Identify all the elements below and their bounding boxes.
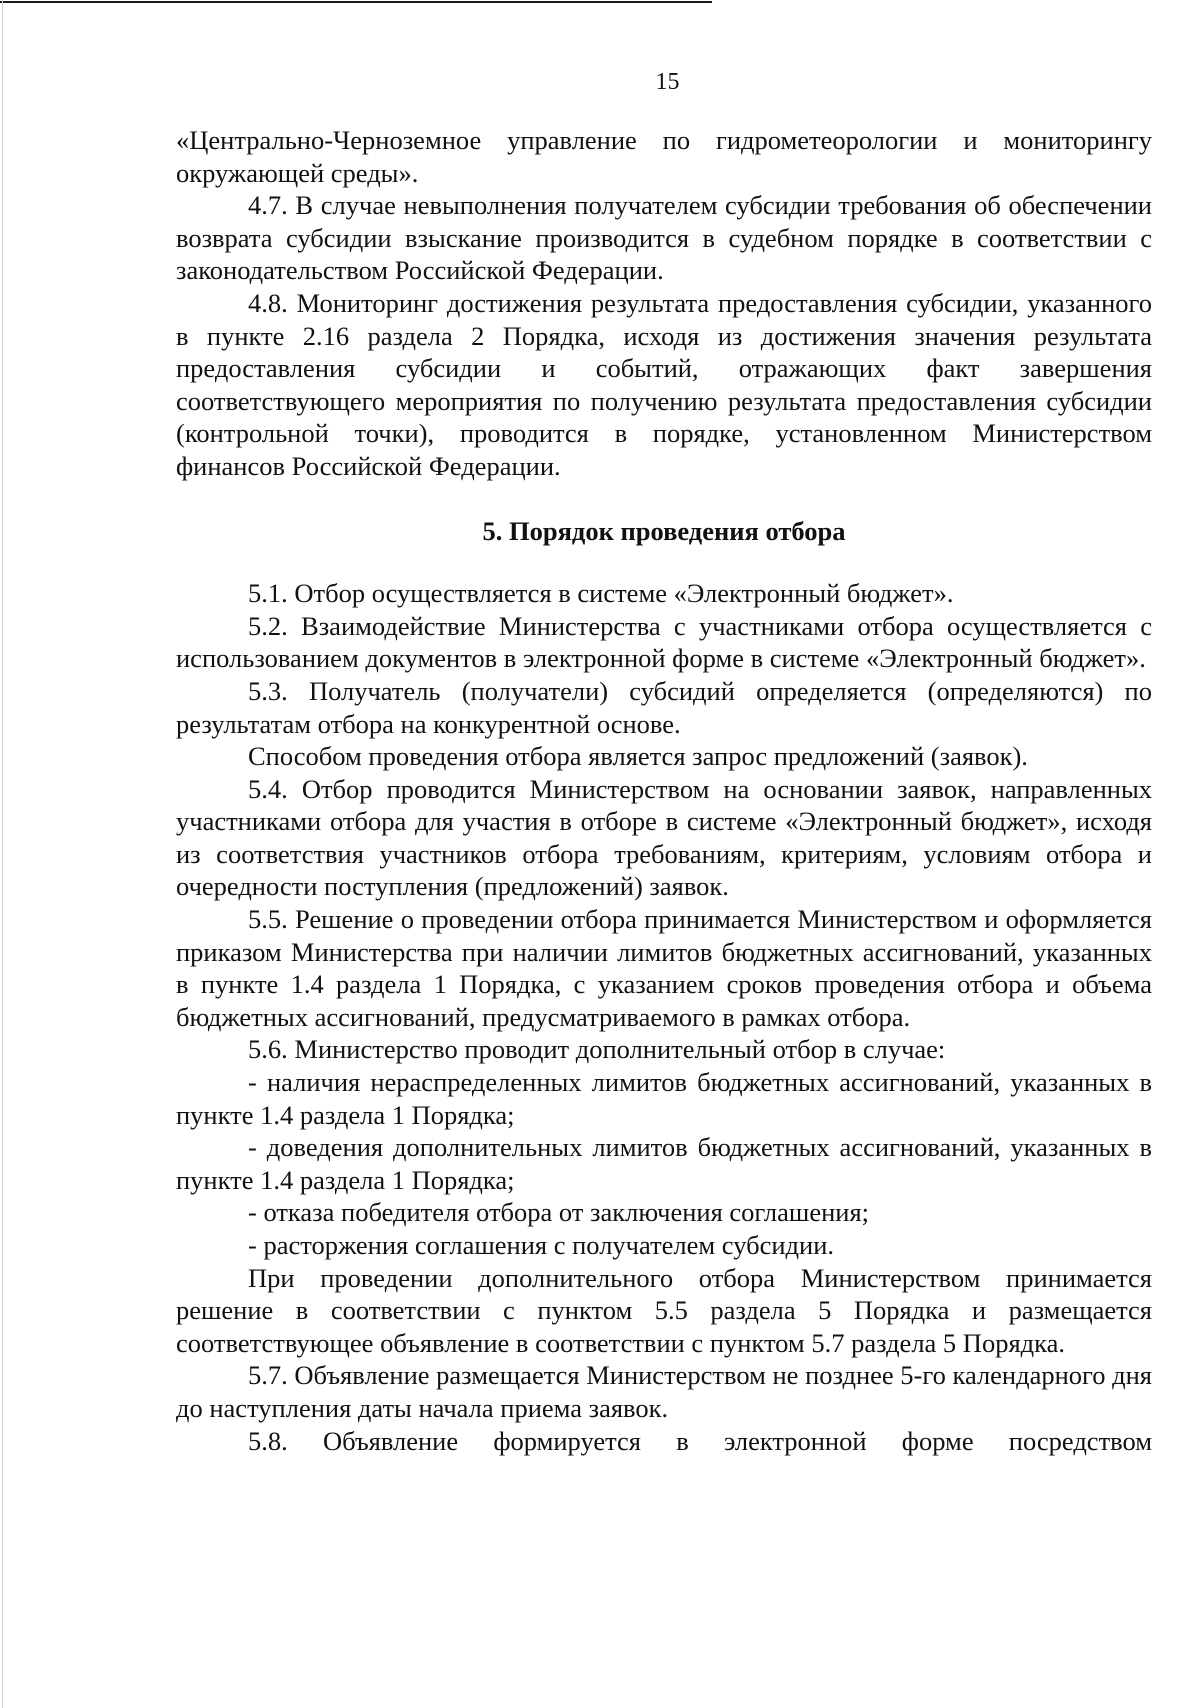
paragraph-5-4: 5.4. Отбор проводится Министерством на основании заявок, направленных участниками отбора для участия в отборе в системе «Электронный бюджет», исходя из соответствия участников отбора требованиям, критериям, условиям отбора и очередности поступления (предложений) заявок. [176, 773, 1152, 902]
document-body [176, 124, 1152, 1457]
page-number: 15 [655, 69, 680, 95]
section-heading: 5. Порядок проведения отбора [482, 515, 846, 546]
scan-edge-left [2, 0, 3, 1708]
paragraph-5-6: 5.6. Министерство проводит дополнительный отбор в случае: [248, 1034, 946, 1065]
paragraph-5-7: 5.7. Объявление размещается Министерством не позднее 5-го календарного дня до наступления даты начала приема заявок. [176, 1360, 1152, 1423]
list-item-agreement-termination: - расторжения соглашения с получателем субсидии. [248, 1230, 835, 1260]
list-item-winner-refusal: - отказа победителя отбора от заключения соглашения; [248, 1197, 869, 1228]
list-item-additional-limits: - доведения дополнительных лимитов бюджетных ассигнований, указанных в пункте 1.4 раздела 1 Порядка; [176, 1132, 1152, 1195]
paragraph-continuation: «Центрально-Черноземное управление по гидрометеорологии и мониторингу окружающей среды». [176, 125, 1152, 188]
paragraph-5-3: 5.3. Получатель (получатели) субсидий определяется (определяются) по результатам отбора на конкурентной основе. [176, 675, 1152, 739]
paragraph-5-8: 5.8. Объявление формируется в электронной форме посредством [248, 1425, 1152, 1456]
paragraph-4-7: 4.7. В случае невыполнения получателем субсидии требования об обеспечении возврата субсидии взыскание производится в судебном порядке в соответствии с законодательством Российской Федерации. [176, 190, 1152, 286]
paragraph-selection-method: Способом проведения отбора является запрос предложений (заявок). [248, 741, 1028, 772]
scan-edge-top [0, 1, 712, 3]
paragraph-5-1: 5.1. Отбор осуществляется в системе «Электронный бюджет». [248, 578, 954, 609]
paragraph-4-8: 4.8. Мониторинг достижения результата предоставления субсидии, указанного в пункте 2.16 раздела 2 Порядка, исходя из достижения значения результата предоставления субсидии и событий, отражающих факт завершения соответствующего мероприятия по получению результата предоставления субсидии (контрольной точки), проводится в порядке, установленном Министерством финансов Российской Федерации. [176, 287, 1152, 481]
paragraph-5-5: 5.5. Решение о проведении отбора принимается Министерством и оформляется приказом Министерства при наличии лимитов бюджетных ассигнований, указанных в пункте 1.4 раздела 1 Порядка, с указанием сроков проведения отбора и объема бюджетных ассигнований, предусматриваемого в рамках отбора. [176, 904, 1152, 1032]
paragraph-5-2: 5.2. Взаимодействие Министерства с участниками отбора осуществляется с использованием документов в электронной форме в системе «Электронный бюджет». [176, 610, 1152, 674]
list-item-undistributed-limits: - наличия нераспределенных лимитов бюджетных ассигнований, указанных в пункте 1.4 раздела 1 Порядка; [176, 1067, 1152, 1130]
paragraph-additional-selection: При проведении дополнительного отбора Министерством принимается решение в соответствии с пунктом 5.5 раздела 5 Порядка и размещается соответствующее объявление в соответствии с пунктом 5.7 раздела 5 Порядка. [176, 1262, 1152, 1358]
